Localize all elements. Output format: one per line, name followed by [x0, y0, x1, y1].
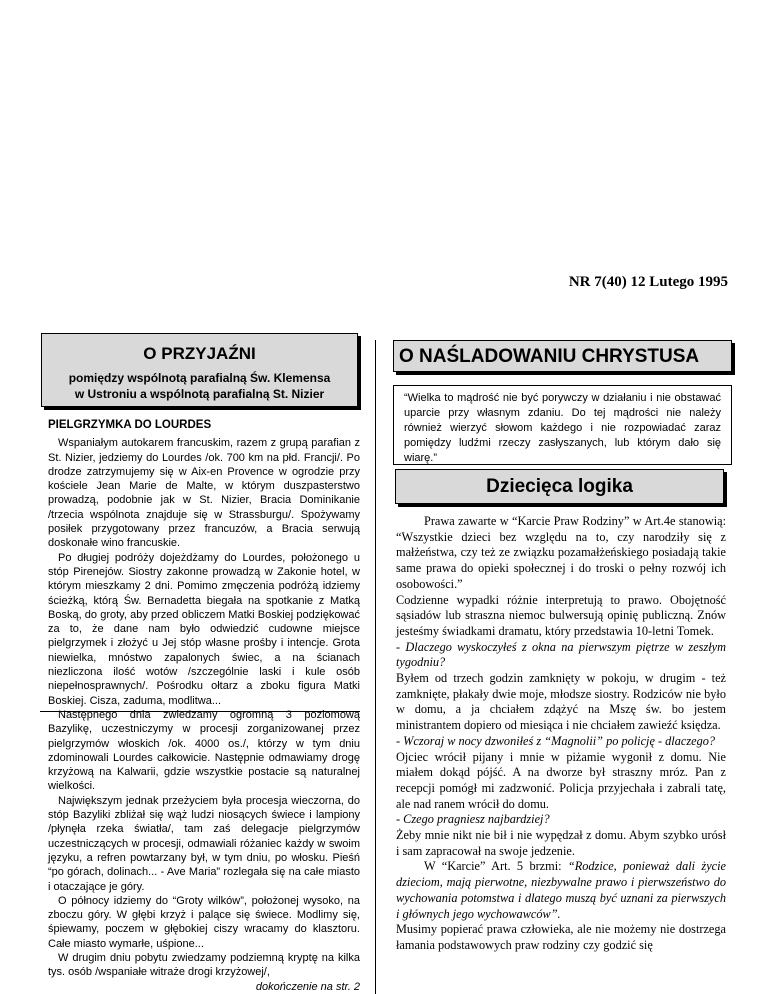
imitation-quote: “Wielka to mądrość nie być porywczy w działaniu i nie obstawać uparcie przy własnym zdaniu. Do tej mądrości nie należy również wierzyć słowom każdego i nie rozpowiadać zaraz pomiędzy ludźmi rzeczy zasłyszanych, lub którym dało się wiarę.”: [404, 392, 721, 464]
article-paragraph: Codzienne wypadki różnie interpretują to prawo. Obojętność sąsiadów lub straszna niemoc bulwersują opinię publiczną. Znów jesteśmy świadkami dramatu, który przedstawia 10-letni Tomek.: [396, 592, 726, 638]
friendship-subtitle-2: w Ustroniu a wspólnotą parafialną St. Nizier: [74, 387, 325, 401]
article-paragraph: Prawa zawarte w “Karcie Praw Rodziny” w Art.4e stanowią: “Wszystkie dzieci bez względu na to, czy narodziły się z małżeństwa, czy też ze związku pozamałżeńskiego posiadają takie same prawa do opieki społecznej i do troski o pełny rozwój ich osobowości.”: [396, 514, 726, 591]
pilgrimage-paragraph: Największym jednak przeżyciem była procesja wieczorna, do stóp Bazyliki zbliżał się wąż ludzi niosących świece i lampiony /płynęła rzeka światła/, tam zaś delegacje pielgrzymów uczestniczących w procesji, odmawiali różaniec każdy w swoim języku, a refren powtarzany był, w tym dniu, po włosku. Pieśń “po górach, dolinach... - Ave Maria” rozlegała się na całe miasto i otaczające je góry.: [48, 794, 360, 893]
interview-question: - Czego pragniesz najbardziej?: [396, 812, 550, 827]
friendship-title: O PRZYJAŹNI: [143, 344, 256, 363]
friendship-subtitle-1: pomiędzy wspólnotą parafialną Św. Klemensa: [68, 371, 331, 385]
article-paragraph: Musimy popierać prawa człowieka, ale nie możemy nie dostrzega łamania podstawowych praw rodziny czy godzić się: [396, 922, 726, 952]
interview-question: - Wczoraj w nocy dzwoniłeś z “Magnolii” po policję - dlaczego?: [396, 733, 716, 748]
pilgrimage-paragraph: Następnego dnia zwiedzamy ogromną 3 poziomową Bazylikę, uczestniczymy w procesji zorganizowanej przez pielgrzymów włoskich /ok. 4000 os./, którzy w tym dniu zdominowali Lourdes całkowicie. Następnie odmawiamy drogę krzyżową na Kalwarii, gdzie wszystkie postacie są naturalnej wielkości.: [48, 708, 360, 793]
child-logic-title-box: [395, 469, 724, 504]
friendship-header-box: [41, 333, 358, 407]
continuation-note: dokończenie na str. 2: [255, 980, 360, 993]
interview-answer: Byłem od trzech godzin zamknięty w pokoju, w drugim - też zamknięte, płakały dwie moje, młodsze siostry. Rodziców nie było w domu, a ja chciałem zdążyć na Mszę św. bo jestem ministrantem dopiero od miesiąca i nie chciałem zawieźć księdza.: [396, 671, 726, 733]
pilgrimage-paragraph: O północy idziemy do “Groty wilków”, położonej wysoko, na zboczu góry. W głębi krzyż i palące się świece. Modlimy się, śpiewamy, poczem w głębokiej ciszy wracamy do klasztoru. Całe miasto wymarłe, uśpione...: [48, 894, 360, 950]
pilgrimage-paragraph: W drugim dniu pobytu zwiedzamy podziemną kryptę na kilka tys. osób /wspaniałe witraże drogi krzyżowej/,: [48, 951, 360, 979]
pilgrimage-paragraph: Po długiej podróży dojeżdżamy do Lourdes, położonego u stóp Pirenejów. Siostry zakonne prowadzą w Zakonie hotel, w którym mieszkamy 2 dni. Pomimo zmęczenia podróżą idziemy ścieżką, którą Św. Bernadetta biegała na spotkanie z Matką Boską, do groty, aby przed obliczem Matki Boskiej podziękować za to, że dane nam było odwiedzić cudowne miejsce pielgrzymek i złożyć u Jej stóp własne prośby i intencje. Grota niewielka, mnóstwo zapalonych świec, a na ścianach niezliczona ilość wotów /szczególnie laski i kule osób niepełnosprawnych/. Pośrodku ołtarz a zboku figura Matki Boskiej. Cisza, zaduma, modlitwa...: [48, 551, 360, 707]
interview-answer: Żeby mnie nikt nie bił i nie wypędzał z domu. Abym szybko urósł i sam zapracował na swoje jedzenie.: [396, 828, 726, 858]
bottom-divider: [40, 711, 360, 712]
pilgrimage-heading: PIELGRZYMKA DO LOURDES: [48, 419, 212, 431]
pilgrimage-paragraph: Wspaniałym autokarem francuskim, razem z grupą parafian z St. Nizier, jedziemy do Lourdes /ok. 700 km na płd. Francji/. Po drodze zatrzymujemy się w Aix-en Provence w ogrodzie przy kościele Jean Marie de Malte, w którym duszpasterstwo prowadzą, podobnie jak w St. Nizier, Bracia Dominikanie /trzecia wspólnota znajduje się w Strassburgu/. Spożywamy posiłek przygotowany przez francuzów, a Bracia serwują doskonałe wino francuskie.: [48, 437, 360, 550]
child-logic-article: [396, 514, 726, 954]
interview-answer: Ojciec wrócił pijany i mnie w piżamie wygonił z domu. Nie miałem dokąd pójść. A na dworze był straszny mróz. Pan z recepcji pomógł mi zadzwonić. Policja przyjechała i zabrali tatę, ale nad ranem wrócił do domu.: [396, 749, 726, 811]
imitation-title-box: [393, 340, 732, 372]
imitation-title: O NAŚLADOWANIU CHRYSTUSA: [399, 346, 700, 367]
child-logic-title: Dziecięca logika: [486, 476, 633, 497]
imitation-quote-box: [393, 385, 732, 465]
interview-question: - Dlaczego wyskoczyłeś z okna na pierwszym piętrze w zeszłym tygodniu?: [396, 639, 726, 670]
pilgrimage-article: [48, 418, 360, 994]
column-divider: [375, 340, 376, 994]
issue-number: NR 7(40) 12 Lutego 1995: [568, 274, 728, 290]
charter-quote-paragraph: W “Karcie” Art. 5 brzmi: “Rodzice, ponieważ dali życie dzieciom, mają pierwotne, niezbywalne prawo i pierwszeństwo do wychowania potomstwa i dlatego muszą być uznani za pierwszych i głównych jego wychowawców”.: [396, 859, 726, 921]
